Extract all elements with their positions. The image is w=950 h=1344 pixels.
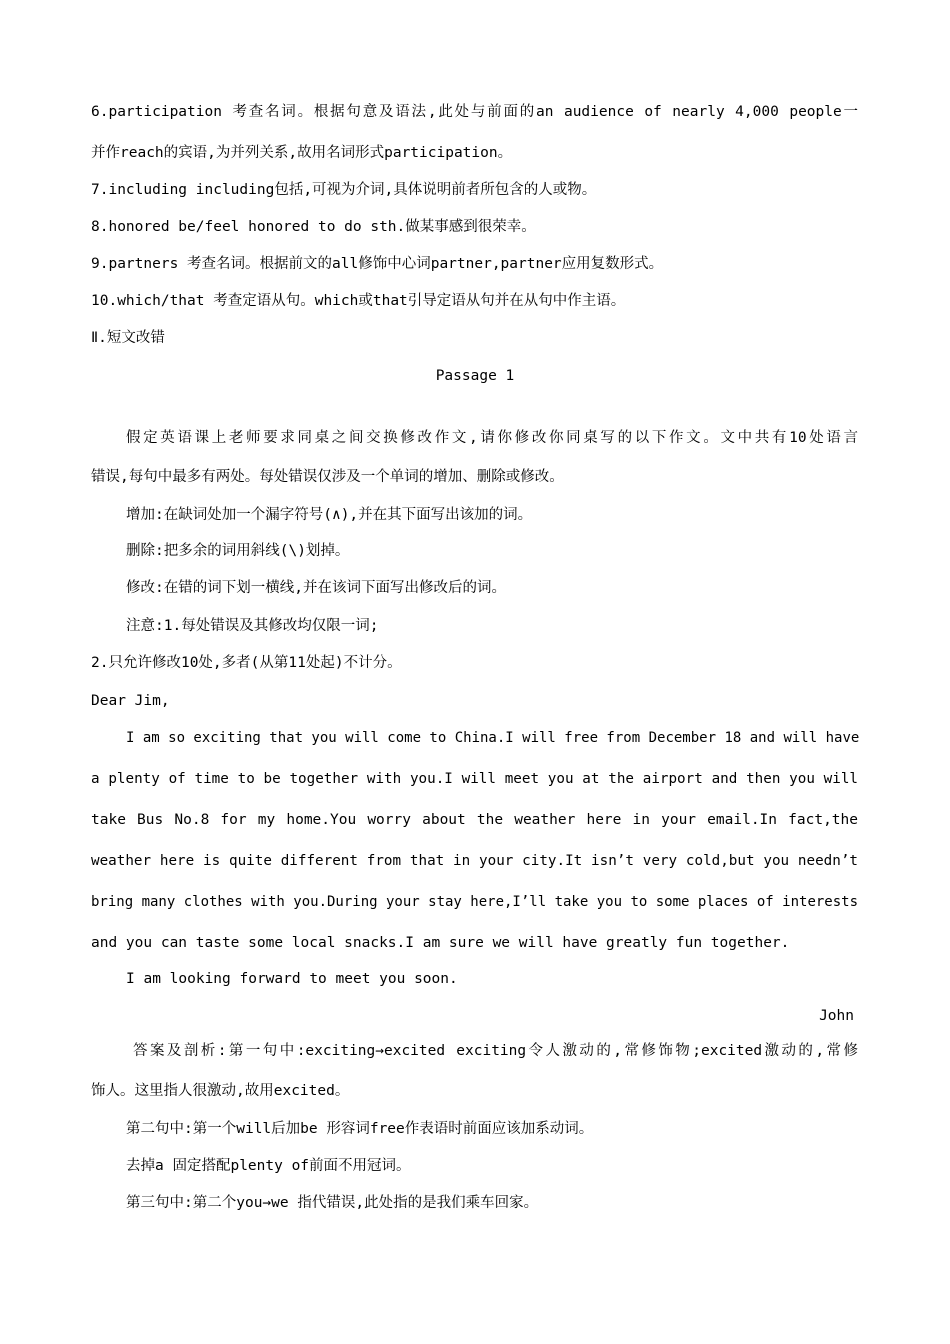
answer-6-line-1: 6.participation 考查名词。根据句意及语法,此处与前面的an audience of nearly 4,000 people一 xyxy=(91,104,858,120)
instructions-note-1: 注意:1.每处错误及其修改均仅限一词; xyxy=(126,618,379,634)
letter-body-line: weather here is quite different from that in your city.It isn’t very cold,but you needn’t xyxy=(91,853,858,869)
answer-8: 8.honored be/feel honored to do sth.做某事感到很荣幸。 xyxy=(91,219,536,235)
answer-7: 7.including including包括,可视为介词,具体说明前者所包含的人或物。 xyxy=(91,182,597,198)
analysis-line-2: 饰人。这里指人很激动,故用excited。 xyxy=(91,1083,350,1099)
answer-6-line-2: 并作reach的宾语,为并列关系,故用名词形式participation。 xyxy=(91,145,513,161)
analysis-line-5: 第三句中:第二个you→we 指代错误,此处指的是我们乘车回家。 xyxy=(126,1195,539,1211)
analysis-line-1: 答案及剖析:第一句中:exciting→excited exciting令人激动的,常修饰物;excited激动的,常修 xyxy=(133,1043,858,1059)
answer-10: 10.which/that 考查定语从句。which或that引导定语从句并在从句中作主语。 xyxy=(91,293,626,309)
letter-closing-line: I am looking forward to meet you soon. xyxy=(126,971,458,987)
passage-title: Passage 1 xyxy=(435,368,515,384)
answer-9: 9.partners 考查名词。根据前文的all修饰中心词partner,partner应用复数形式。 xyxy=(91,256,664,272)
analysis-line-3: 第二句中:第一个will后加be 形容词free作表语时前面应该加系动词。 xyxy=(126,1121,594,1137)
section-heading: Ⅱ.短文改错 xyxy=(91,330,165,346)
instructions-line-2: 错误,每句中最多有两处。每处错误仅涉及一个单词的增加、删除或修改。 xyxy=(91,469,564,485)
instructions-add: 增加:在缺词处加一个漏字符号(∧),并在其下面写出该加的词。 xyxy=(126,507,533,523)
instructions-delete: 删除:把多余的词用斜线(\)划掉。 xyxy=(126,543,350,559)
letter-body-line: take Bus No.8 for my home.You worry about the weather here in your email.In fact,the xyxy=(91,812,858,828)
instructions-note-2: 2.只允许修改10处,多者(从第11处起)不计分。 xyxy=(91,655,402,671)
instructions-modify: 修改:在错的词下划一横线,并在该词下面写出修改后的词。 xyxy=(126,580,506,596)
letter-signature: John xyxy=(819,1008,854,1024)
letter-body-line: a plenty of time to be together with you.I will meet you at the airport and then you will xyxy=(91,771,858,787)
letter-body-line: I am so exciting that you will come to China.I will free from December 18 and will have xyxy=(126,730,860,746)
letter-body-line: bring many clothes with you.During your stay here,I’ll take you to some places of interests xyxy=(91,894,859,910)
letter-body-line: and you can taste some local snacks.I am sure we will have greatly fun together. xyxy=(91,935,790,951)
instructions-line-1: 假定英语课上老师要求同桌之间交换修改作文,请你修改你同桌写的以下作文。文中共有10处语言 xyxy=(126,430,858,446)
letter-salutation: Dear Jim, xyxy=(91,693,170,709)
analysis-line-4: 去掉a 固定搭配plenty of前面不用冠词。 xyxy=(126,1158,411,1174)
